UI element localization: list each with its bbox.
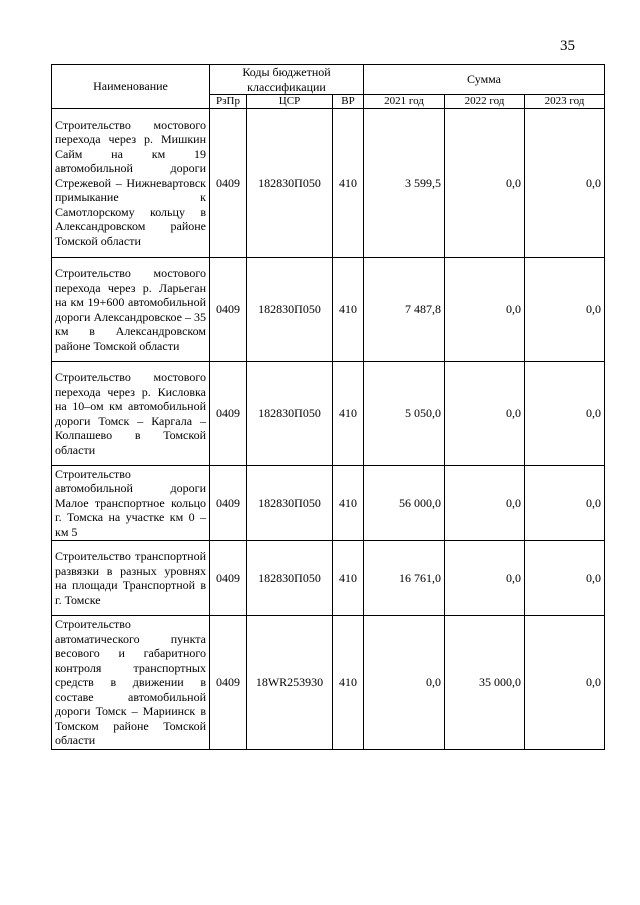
header-rzpr: РзПр (210, 95, 247, 109)
row-2021: 16 761,0 (364, 541, 445, 616)
row-vr: 410 (333, 258, 364, 362)
row-name: Строительство автомобильной дороги Малое транспортное кольцо г. Томска на участке км 0 – км 5 (52, 466, 210, 541)
row-name: Строительство мостового перехода через р. Кисловка на 10–ом км автомобильной дороги Томск – Каргала – Колпашево в Томской области (52, 362, 210, 466)
row-csr: 182830П050 (247, 541, 333, 616)
row-2022: 0,0 (445, 541, 525, 616)
row-2022: 35 000,0 (445, 616, 525, 750)
header-2022: 2022 год (445, 95, 525, 109)
row-name: Строительство транспортной развязки в разных уровнях на площади Транспортной в г. Томске (52, 541, 210, 616)
table-row (52, 541, 605, 616)
row-2021: 7 487,8 (364, 258, 445, 362)
row-name: Строительство мостового перехода через р. Ларьеган на км 19+600 автомобильной дороги Александровское – 35 км в Александровском районе Томской области (52, 258, 210, 362)
row-vr: 410 (333, 362, 364, 466)
row-csr: 182830П050 (247, 109, 333, 258)
row-rzpr: 0409 (210, 258, 247, 362)
row-vr: 410 (333, 616, 364, 750)
row-rzpr: 0409 (210, 616, 247, 750)
row-2021: 56 000,0 (364, 466, 445, 541)
header-2021: 2021 год (364, 95, 445, 109)
table-row (52, 258, 605, 362)
header-sum: Сумма (364, 65, 605, 95)
row-2022: 0,0 (445, 258, 525, 362)
row-vr: 410 (333, 109, 364, 258)
row-2021: 3 599,5 (364, 109, 445, 258)
row-name: Строительство автоматического пункта весового и габаритного контроля транспортных средств в движении в составе автомобильной дороги Томск – Мариинск в Томском районе Томской области (52, 616, 210, 750)
row-2022: 0,0 (445, 362, 525, 466)
row-rzpr: 0409 (210, 466, 247, 541)
row-2023: 0,0 (525, 258, 605, 362)
row-rzpr: 0409 (210, 541, 247, 616)
table-row (52, 616, 605, 750)
row-2023: 0,0 (525, 362, 605, 466)
row-2021: 0,0 (364, 616, 445, 750)
row-2023: 0,0 (525, 109, 605, 258)
table-row (52, 466, 605, 541)
header-2023: 2023 год (525, 95, 605, 109)
row-2022: 0,0 (445, 109, 525, 258)
table-row (52, 109, 605, 258)
budget-table (51, 64, 605, 750)
table-row (52, 362, 605, 466)
row-name: Строительство мостового перехода через р. Мишкин Сайм на км 19 автомобильной дороги Стрежевой – Нижневартовск примыкание к Самотлорскому кольцу в Александровском районе Томской области (52, 109, 210, 258)
row-2023: 0,0 (525, 466, 605, 541)
row-rzpr: 0409 (210, 109, 247, 258)
header-csr: ЦСР (247, 95, 333, 109)
header-budget-codes: Коды бюджетной классификации (210, 65, 364, 95)
row-csr: 18WR253930 (247, 616, 333, 750)
row-csr: 182830П050 (247, 466, 333, 541)
page-number: 35 (560, 38, 575, 54)
row-vr: 410 (333, 541, 364, 616)
row-csr: 182830П050 (247, 258, 333, 362)
row-2023: 0,0 (525, 616, 605, 750)
row-2023: 0,0 (525, 541, 605, 616)
header-name: Наименование (52, 65, 210, 109)
row-rzpr: 0409 (210, 362, 247, 466)
row-2022: 0,0 (445, 466, 525, 541)
row-csr: 182830П050 (247, 362, 333, 466)
row-2021: 5 050,0 (364, 362, 445, 466)
header-vr: ВР (333, 95, 364, 109)
row-vr: 410 (333, 466, 364, 541)
